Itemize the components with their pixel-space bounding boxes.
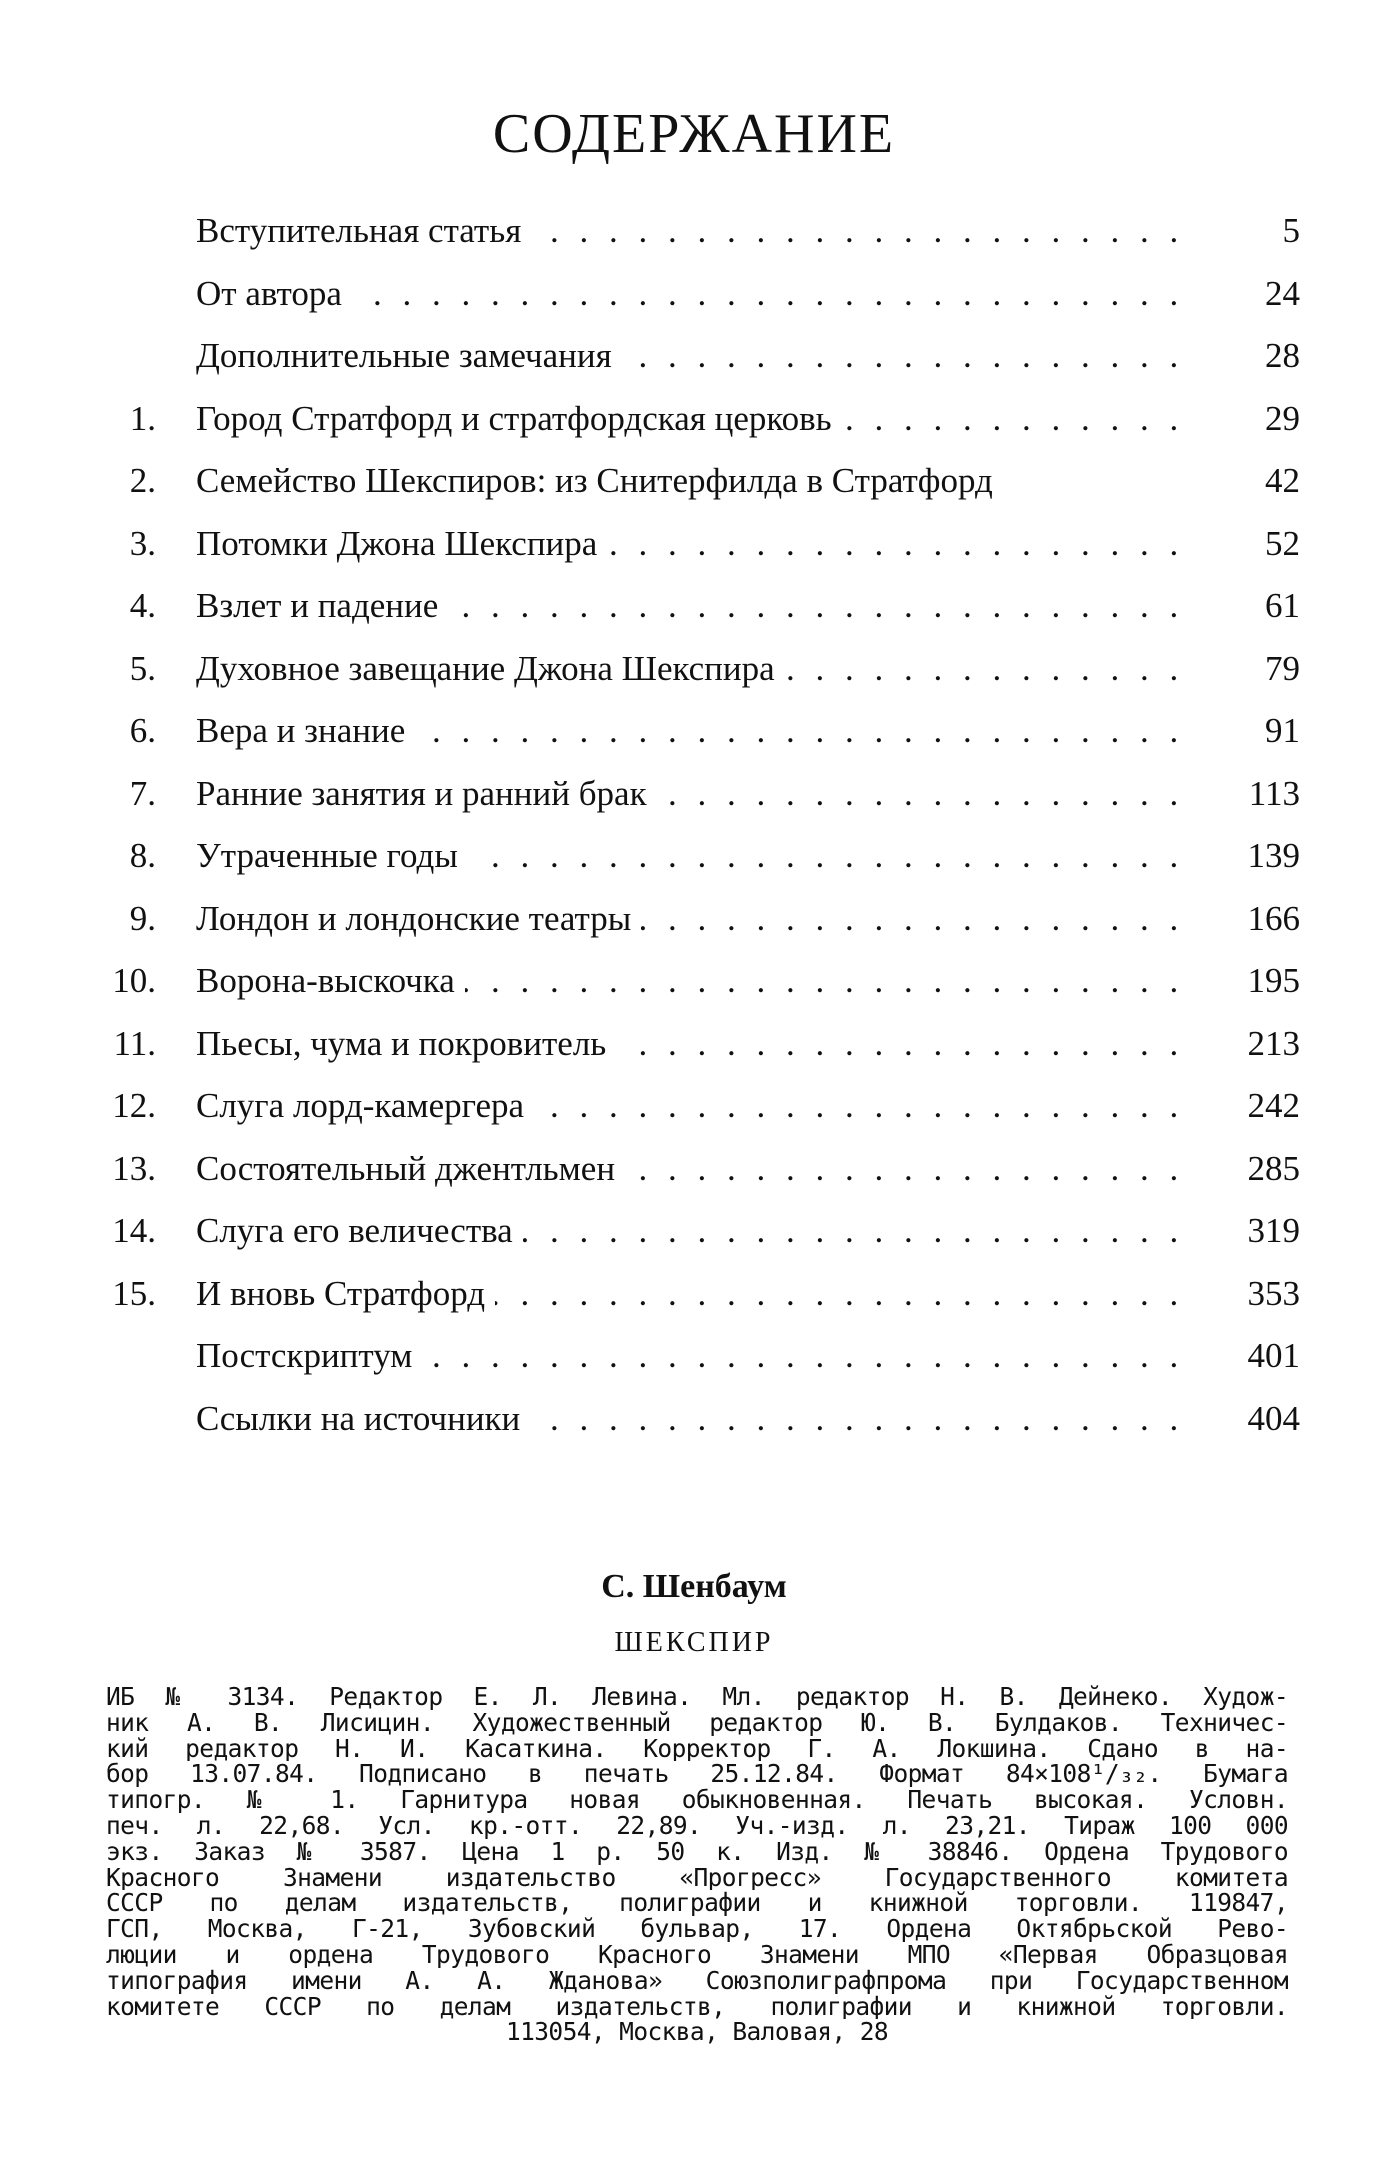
toc-entry-page: 42 [1265,461,1300,500]
toc-entry-page: 5 [1282,211,1300,250]
toc-entry-page: 113 [1248,773,1300,813]
toc-entry-number: 3. [129,523,156,563]
toc-entry-title-leader [196,388,1176,451]
toc-entry-page: 91 [1265,711,1300,750]
toc-entry [100,950,1300,1013]
toc-entry-title-leader [196,513,1176,576]
toc-entry [100,1263,1300,1326]
toc-entry-page: 285 [1247,1148,1300,1188]
toc-entry-page: 353 [1247,1273,1300,1313]
toc-entry [100,575,1300,638]
colophon-line: печ. л. 22,68. Усл. кр.-отт. 22,89. Уч.-изд. л. 23,21. Тираж 100 000 [106,1812,1288,1839]
colophon-line: кий редактор Н. И. Касаткина. Корректор Г. А. Локшина. Сдано в на- [106,1735,1288,1762]
toc-entry-title: Утраченные годы [196,836,468,875]
toc-entry-number: 15. [112,1273,156,1313]
toc-entry-title: Пьесы, чума и покровитель [196,1024,616,1063]
toc-entry-number: 14. [112,1211,156,1250]
colophon-line: экз. Заказ № 3587. Цена 1 р. 50 к. Изд. № 38846. Ордена Трудового [106,1838,1288,1865]
toc-entry-page: 213 [1247,1023,1300,1063]
toc-entry-title: Дополнительные замечания [196,336,622,375]
colophon-line: ГСП, Москва, Г-21, Зубовский бульвар, 17. Ордена Октябрьской Рево- [106,1916,1288,1942]
toc-entry-number: 9. [129,898,156,938]
toc-entry-title: Слуга лорд-камергера [196,1086,534,1125]
colophon-line: Красного Знамени издательство «Прогресс» Государственного комитета [106,1864,1288,1891]
toc-entry-number: 4. [129,586,156,625]
toc-entry-page: 404 [1247,1398,1300,1438]
toc-entry-title-leader [196,950,1176,1013]
toc-entry-page: 29 [1265,398,1300,438]
toc-entry [100,263,1300,326]
toc-entry-number: 5. [129,648,156,688]
colophon-line: типогр. № 1. Гарнитура новая обыкновенная. Печать высокая. Условн. [106,1787,1288,1813]
toc-entry-title: Семейство Шекспиров: из Снитерфилда в Стратфорд [196,461,1003,500]
toc-entry-title: Состоятельный джентльмен [196,1149,625,1188]
colophon-line: люции и ордена Трудового Красного Знамени МПО «Первая Образцовая [106,1941,1288,1968]
toc-entry [100,325,1300,388]
toc-entry-title-leader [196,888,1176,951]
toc-entry-number: 10. [112,961,156,1000]
imprint-author: С. Шенбаум [601,1568,787,1605]
toc-entry-number: 6. [129,711,156,750]
toc-entry-page: 242 [1247,1086,1300,1125]
toc-entry-title-leader [196,1075,1176,1138]
toc-entry-title-leader [196,763,1176,826]
toc-entry-title: Вступительная статья [196,211,531,250]
toc-entry-number: 12. [112,1086,156,1125]
toc-entry-page: 401 [1247,1336,1300,1375]
toc-entry-title: Город Стратфорд и стратфордская церковь [196,399,842,438]
toc-entry-title-leader [196,1388,1176,1451]
toc-entry-page: 28 [1265,336,1300,375]
toc-entry-page: 139 [1247,836,1300,875]
toc-entry-page: 319 [1247,1211,1300,1250]
toc-entry [100,1138,1300,1201]
toc-entry [100,638,1300,701]
imprint-book-title: ШЕКСПИР [614,1627,774,1658]
toc-entry-title-leader [196,200,1176,263]
toc-entry-title-leader [196,575,1176,638]
toc-entry-title: Ворона-выскочка [196,961,465,1000]
toc-entry-number: 1. [129,398,156,438]
toc-entry-title: Вера и знание [196,711,415,750]
toc-entry [100,1325,1300,1388]
colophon-line: комитете СССР по делам издательств, полиграфии и книжной торговли. [106,1993,1288,2020]
toc-entry [100,200,1300,263]
toc-entry-page: 195 [1247,961,1300,1000]
toc-entry-title: Постскриптум [196,1336,422,1375]
toc-entry-title: Ссылки на источники [196,1399,530,1438]
toc-entry-title: Потомки Джона Шекспира [196,524,607,563]
colophon-line: ник А. В. Лисицин. Художественный редактор Ю. В. Булдаков. Техничес- [106,1709,1288,1736]
colophon-line: СССР по делам издательств, полиграфии и книжной торговли. 119847, [106,1890,1288,1917]
toc-entry-title-leader [196,638,1176,701]
toc-entry-title-leader [196,1013,1176,1076]
toc-entry-number: 2. [129,461,156,500]
toc-entry-title: Ранние занятия и ранний брак [196,774,657,813]
toc-entry [100,1200,1300,1263]
colophon-line: ИБ № 3134. Редактор Е. Л. Левина. Мл. редактор Н. В. Дейнеко. Худож- [106,1684,1288,1710]
toc-entry-page: 61 [1265,586,1300,625]
toc-entry [100,1013,1300,1076]
toc-entry [100,1075,1300,1138]
toc-entry-number: 11. [113,1023,156,1063]
toc-entry-number: 8. [129,836,156,875]
toc-entry-title-leader [196,1200,1176,1263]
toc-entry-title: Духовное завещание Джона Шекспира [196,649,785,688]
table-of-contents [100,200,1300,1450]
colophon-line: типография имени А. А. Жданова» Союзполиграфпрома при Государственном [106,1967,1288,1994]
toc-entry-title-leader [196,1263,1176,1326]
toc-entry [100,513,1300,576]
toc-entry-title-leader [196,263,1176,326]
colophon-line: бор 13.07.84. Подписано в печать 25.12.84. Формат 84×108¹/₃₂. Бумага [106,1761,1288,1788]
toc-entry-number: 13. [112,1148,156,1188]
colophon-line: 113054, Москва, Валовая, 28 [505,2019,889,2046]
toc-entry-page: 52 [1265,523,1300,563]
imprint-colophon [106,1684,1288,2045]
toc-entry [100,1388,1300,1451]
toc-title: СОДЕРЖАНИЕ [492,103,896,165]
toc-entry-title: И вновь Стратфорд [196,1274,495,1313]
toc-entry [100,888,1300,951]
toc-entry [100,388,1300,451]
toc-entry-title: Лондон и лондонские театры [196,899,641,938]
toc-entry-number: 7. [129,773,156,813]
toc-entry-page: 166 [1247,898,1300,938]
toc-entry-title-leader [196,1138,1176,1201]
toc-entry-title-leader [196,700,1176,763]
toc-entry [100,825,1300,888]
toc-entry-title-leader [196,325,1176,388]
toc-entry-title-leader [196,450,1176,513]
toc-entry [100,700,1300,763]
toc-entry-title-leader [196,1325,1176,1388]
toc-entry-title: Слуга его величества [196,1211,523,1250]
toc-entry [100,763,1300,826]
toc-entry [100,450,1300,513]
toc-entry-title-leader [196,825,1176,888]
toc-entry-title: От автора [196,274,352,313]
toc-entry-title: Взлет и падение [196,586,448,625]
toc-entry-page: 79 [1265,648,1300,688]
toc-entry-page: 24 [1265,273,1300,313]
